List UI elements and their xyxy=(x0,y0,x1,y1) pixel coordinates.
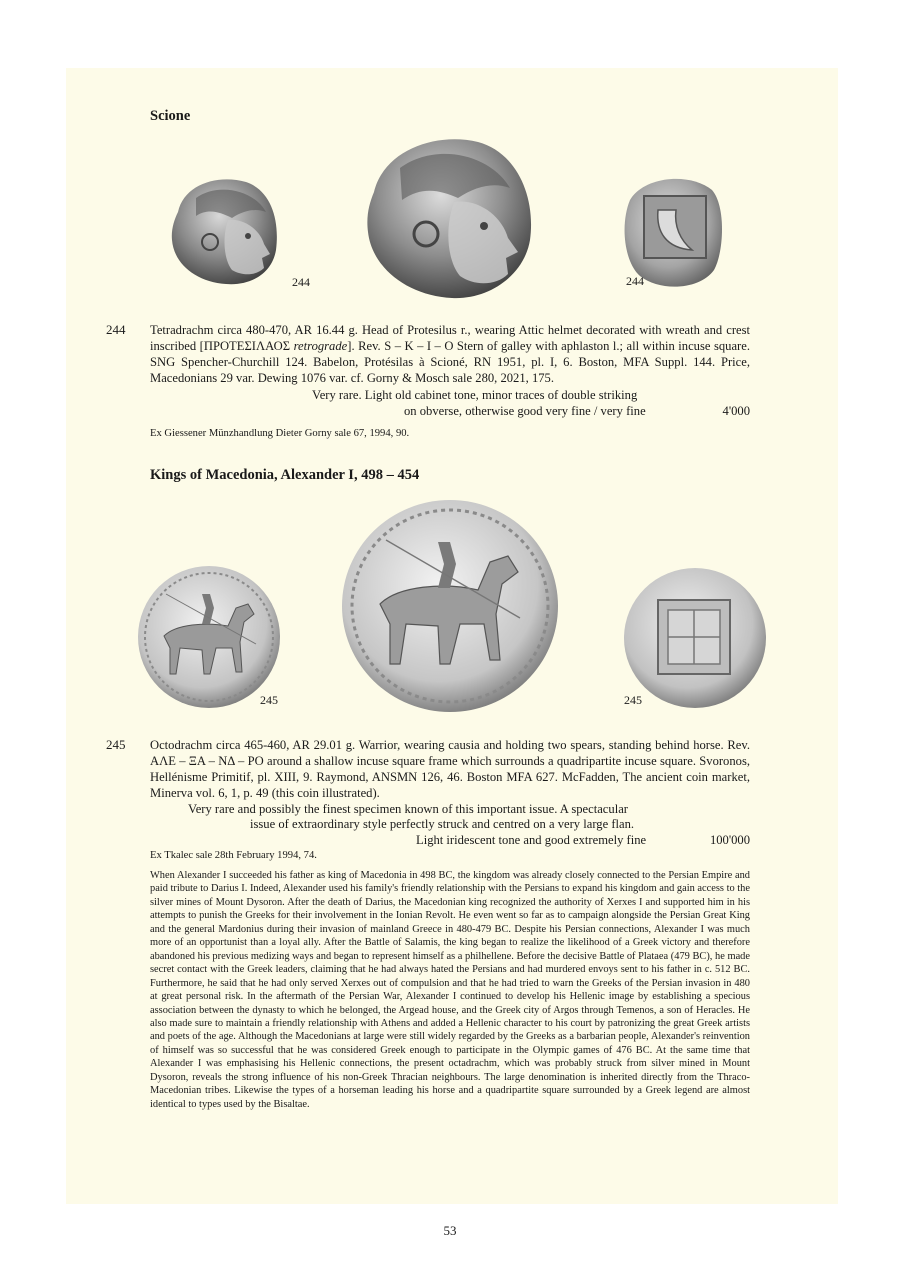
lot-244-rating-line-2: on obverse, otherwise good very fine / very fine xyxy=(404,404,646,418)
coin-245-reverse-image xyxy=(622,566,768,710)
lot-245-rating-line-3: Light iridescent tone and good extremely fine xyxy=(416,833,647,847)
coin-245-label-1: 245 xyxy=(260,693,278,707)
lot-245-description: Octodrachm circa 465-460, AR 29.01 g. Warrior, wearing causia and holding two spears, standing behind horse. Rev. ΑΛΕ – ΞΑ – ΝΔ – ΡΟ around a shallow incuse square frame which surrounds a quadripartite incuse square. Svoronos, Hellénisme Primitif, pl. XIII, 9. Raymond, ANSMN 126, 46. Boston MFA 627. McFadden, The ancient coin market, Minerva vol. 6, 1, p. 49 (this coin illustrated). xyxy=(150,738,750,800)
coin-245-label-2: 245 xyxy=(624,693,642,707)
coin-244-obverse-enlarged-image xyxy=(360,130,540,302)
coin-244-label-2: 244 xyxy=(626,274,644,288)
coin-244-obverse-image xyxy=(166,172,284,290)
lot-245-provenance: Ex Tkalec sale 28th February 1994, 74. xyxy=(150,850,317,861)
section-title-scione: Scione xyxy=(150,108,191,124)
page-number: 53 xyxy=(443,1223,457,1238)
coin-245-obverse-enlarged-image xyxy=(340,498,560,714)
lot-244-desc-part1: Tetradrachm circa 480-470, AR 16.44 g. Head of Protesilus r., wearing Attic helmet decorated with wreath and crest inscribed [ xyxy=(150,323,750,353)
lot-244-rating-line-1: Very rare. Light old cabinet tone, minor traces of double striking xyxy=(312,388,638,402)
lot-244-desc-part2: ]. Rev. S – K – I – O Stern of galley with aphlaston l.; all within incuse square. SNG Spencher-Churchill 124. Babelon, Protésilas à Scioné, RN 1951, pl. I, 6. Boston, MFA Suppl. 144. Price, Macedonians 29 var. Dewing 1076 var. cf. Gorny & Mosch sale 280, 2021, 175. xyxy=(150,339,750,385)
lot-245-rating-line-1: Very rare and possibly the finest specimen known of this important issue. A spectacular xyxy=(188,802,628,816)
section-title-kings-of-macedonia: Kings of Macedonia, Alexander I, 498 – 454 xyxy=(150,467,420,483)
lot-number-244: 244 xyxy=(106,322,126,337)
lot-245-rating-line-2: issue of extraordinary style perfectly struck and centred on a very large flan. xyxy=(250,817,635,831)
lot-245-price: 100'000 xyxy=(709,833,750,847)
lot-245-historical-note: When Alexander I succeeded his father as king of Macedonia in 498 BC, the kingdom was already closely connected to the Persian Empire and paid tribute to Darius I. Indeed, Alexander used his family's friendly relationship with the Persians to expand his kingdom and gain access to the silver mines of Mount Dysoron. After the death of Darius, the Macedonian king recognized the authority of Xerxes I and supported him in his attempts to punish the Greeks for their involvement in the Ionian Revolt. He even went so far as to campaign alongside the Persian Great King and the general Mardonius during their invasion of mainland Greece in 480-479 BC. Despite his Persian connections, Alexander I was much more of an opportunist than a loyal ally. After the Battle of Salamis, the king began to realize the likelihood of a Greek victory and therefore abandoned his previous medizing ways and began to represent himself as a philhellene. Before the decisive Battle of Plataea (479 BC), he made secret contact with the Greek leaders, claiming that he had always hated the Persians and had murdered envoys sent to his father in c. 512 BC. Furthermore, he said that he had only served Xerxes out of compulsion and that he had tried to warn the Greeks of the Persian invasion in 480 at great personal risk. In the aftermath of the Persian War, Alexander I continued to develop his Hellenic image by establishing a specious association between the dynasty to which he belonged, the Argead house, and the Greek city of Argos through Temenos, a son of Heracles. He also made sure to maintain a friendly relationship with Athens and added a Hellenic character to his court by patronizing the great Greek artists and poets of the age. Although the Macedonians at large were still widely regarded by the Greeks as a barbarian people, Alexander's reinvention of himself was so successful that he was considered Greek enough to participate in the Olympic games of 476 BC. At the same time that Alexander I was emphasising his Hellenic connections, the present octadrachm, which was probably struck from silver mined in Mount Dysoron, reveals the strong influence of his non-Greek Thracian neighbours. The large denomination is inherited directly from the Thraco-Macedonian tribes. Likewise the types of a horseman leading his horse and a quadripartite square surrounded by a Greek legend are almost identical to types used by the Bisaltae. xyxy=(150,870,750,1110)
lot-244-description xyxy=(150,322,750,386)
lot-244-greek-inscription: ΠΡΟΤΕΣΙΛΑΟΣ xyxy=(203,339,291,353)
lot-244-price: 4'000 xyxy=(722,404,750,418)
coin-245-obverse-image xyxy=(136,564,282,710)
coin-244-label-1: 244 xyxy=(292,275,310,289)
lot-number-245: 245 xyxy=(106,737,126,752)
lot-244-retrograde-note: retrograde xyxy=(293,339,348,353)
lot-244-provenance: Ex Giessener Münzhandlung Dieter Gorny sale 67, 1994, 90. xyxy=(150,428,410,439)
